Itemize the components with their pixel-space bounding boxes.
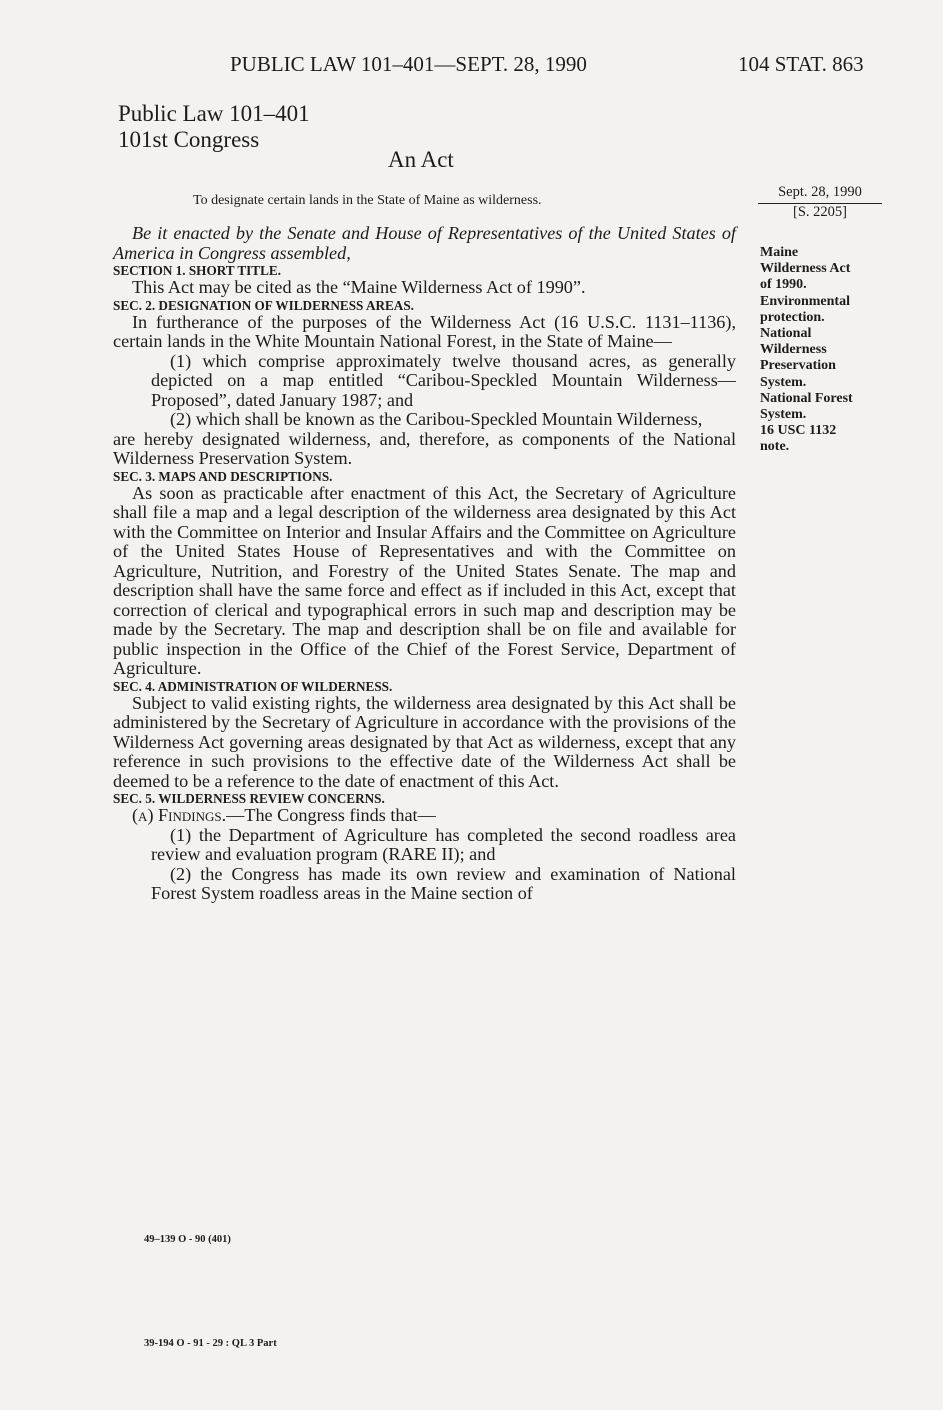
margin-note: Maine	[760, 245, 799, 260]
margin-note: note.	[760, 439, 790, 455]
section-4-text: Subject to valid existing rights, the wilderness area designated by this Act shall be administered by the Secretary of Agriculture in accordance with the provisions of the Wilderness Act governing areas designated by that Act as wilderness, except that any reference in such provisions to the effective date of the Wilderness Act shall be deemed to be a reference to the date of enactment of this Act.	[113, 692, 736, 791]
section-2-heading: SEC. 2. DESIGNATION OF WILDERNESS AREAS.	[113, 297, 414, 313]
section-5-item-2: (2) the Congress has made its own review and examination of National Forest System roadless areas in the Maine section of	[151, 863, 736, 903]
section-5-a	[113, 806, 736, 826]
margin-note: 16 USC 1132	[760, 423, 837, 439]
margin-note: protection.	[760, 309, 825, 325]
act-purpose: To designate certain lands in the State of Maine as wilderness.	[193, 193, 542, 208]
print-code-1: 49–139 O - 90 (401)	[144, 1234, 231, 1245]
margin-bill-number: [S. 2205]	[793, 204, 847, 220]
section-2-item-2: (2) which shall be known as the Caribou-Speckled Mountain Wilderness,	[170, 409, 703, 429]
margin-note: Wilderness	[760, 342, 827, 358]
act-body	[113, 224, 736, 904]
findings-label: (a) Findings.	[132, 805, 227, 825]
margin-notes	[760, 245, 885, 456]
print-code-2: 39-194 O - 91 - 29 : QL 3 Part	[144, 1338, 277, 1349]
running-header-left: PUBLIC LAW 101–401—SEPT. 28, 1990	[230, 52, 587, 76]
running-header-right: 104 STAT. 863	[738, 52, 864, 76]
section-3-text: As soon as practicable after enactment of this Act, the Secretary of Agriculture shall file a map and a legal description of the wilderness area designated by this Act with the Committee on Interior and Insular Affairs and the Committee on Agriculture of the United States House of Representatives and with the Committee on Agriculture, Nutrition, and Forestry of the United States Senate. The map and description shall have the same force and effect as if included in this Act, except that correction of clerical and typographical errors in such map and description may be made by the Secretary. The map and description shall be on file and available for public inspection in the Office of the Chief of the Forest Service, Department of Agriculture.	[113, 482, 736, 678]
margin-note: National Forest	[760, 390, 853, 406]
section-2-item-1: (1) which comprise approximately twelve thousand acres, as generally depicted on a map entitled “Caribou-Speckled Mountain Wilderness—Proposed”, dated January 1987; and	[151, 350, 736, 410]
margin-note: National	[760, 326, 812, 342]
enacting-clause: Be it enacted by the Senate and House of Representatives of the United States of America in Congress assembled,	[113, 223, 736, 263]
section-2-intro: In furtherance of the purposes of the Wilderness Act (16 U.S.C. 1131–1136), certain lands in the White Mountain National Forest, in the State of Maine—	[113, 311, 736, 351]
margin-note: Preservation	[760, 358, 836, 374]
law-title-block	[118, 101, 310, 153]
section-1-text: This Act may be cited as the “Maine Wilderness Act of 1990”.	[132, 277, 586, 297]
margin-note: of 1990.	[760, 277, 807, 293]
section-2-close: are hereby designated wilderness, and, therefore, as components of the National Wilderness Preservation System.	[113, 428, 736, 468]
margin-note: System.	[760, 374, 807, 390]
margin-note: Environmental	[760, 293, 850, 309]
section-4-heading: SEC. 4. ADMINISTRATION OF WILDERNESS.	[113, 678, 393, 694]
section-5-heading: SEC. 5. WILDERNESS REVIEW CONCERNS.	[113, 791, 385, 806]
law-number: Public Law 101–401	[118, 101, 310, 126]
findings-text: —The Congress finds that—	[226, 805, 436, 825]
section-5-item-1: (1) the Department of Agriculture has completed the second roadless area review and evaluation program (RARE II); and	[151, 824, 736, 864]
section-1-heading: SECTION 1. SHORT TITLE.	[113, 263, 281, 278]
margin-date-block	[758, 184, 882, 221]
margin-note: Wilderness Act	[760, 261, 851, 277]
margin-note: System.	[760, 407, 807, 423]
section-3-heading: SEC. 3. MAPS AND DESCRIPTIONS.	[113, 468, 333, 484]
margin-date: Sept. 28, 1990	[758, 184, 882, 204]
congress-number: 101st Congress	[118, 127, 260, 152]
act-title: An Act	[388, 147, 454, 172]
